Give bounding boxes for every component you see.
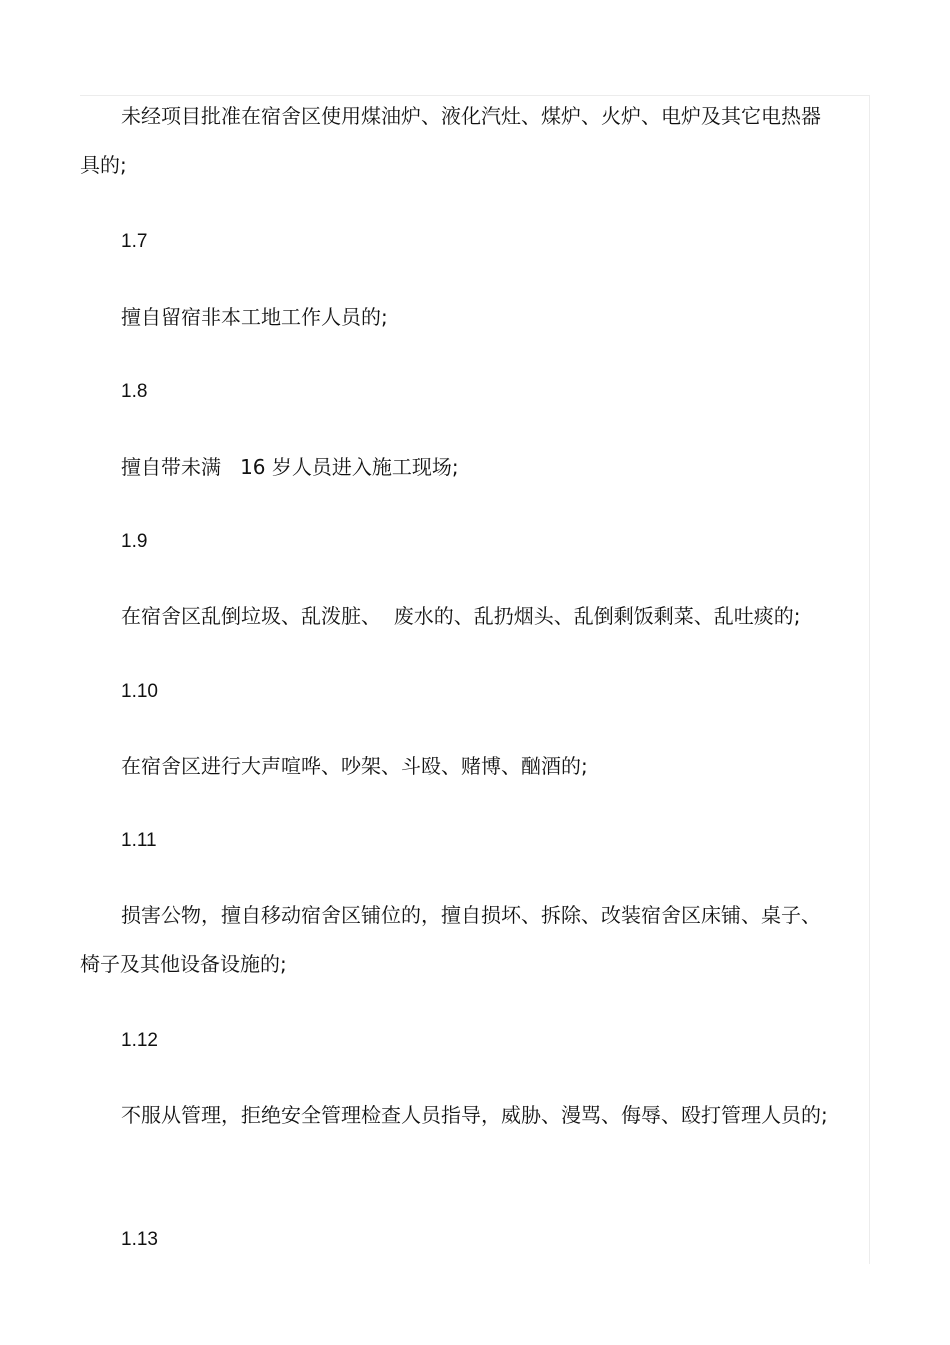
clause-text-1-7: 擅自留宿非本工地工作人员的; (121, 305, 388, 329)
clause-text-1-11: 损害公物，擅自移动宿舍区铺位的，擅自损坏、拆除、改装宿舍区床铺、桌子、椅子及其他设备设施的; (80, 903, 821, 976)
clause-number-1-10: 1.10 (121, 681, 158, 702)
clause-number-1-11: 1.11 (121, 830, 157, 851)
clause-text-1-12: 不服从管理，拒绝安全管理检查人员指导，威胁、漫骂、侮辱、殴打管理人员的; (121, 1103, 828, 1127)
clause-number-1-12: 1.12 (121, 1030, 158, 1051)
clause-number-1-7: 1.7 (121, 231, 148, 252)
page-frame (80, 95, 870, 1264)
clause-text-1-10: 在宿舍区进行大声喧哗、吵架、斗殴、赌博、酗酒的; (121, 754, 588, 778)
clause-text-1-9: 在宿舍区乱倒垃圾、乱泼脏、 废水的、乱扔烟头、乱倒剩饭剩菜、乱吐痰的; (121, 604, 801, 628)
clause-number-1-9: 1.9 (121, 531, 148, 552)
clause-number-1-8: 1.8 (121, 381, 148, 402)
clause-text-1-8: 擅自带未满 16 岁人员进入施工现场; (121, 455, 459, 479)
clause-number-1-13: 1.13 (121, 1229, 158, 1250)
paragraph-intro: 未经项目批准在宿舍区使用煤油炉、液化汽灶、煤炉、火炉、电炉及其它电热器具的; (80, 104, 821, 177)
